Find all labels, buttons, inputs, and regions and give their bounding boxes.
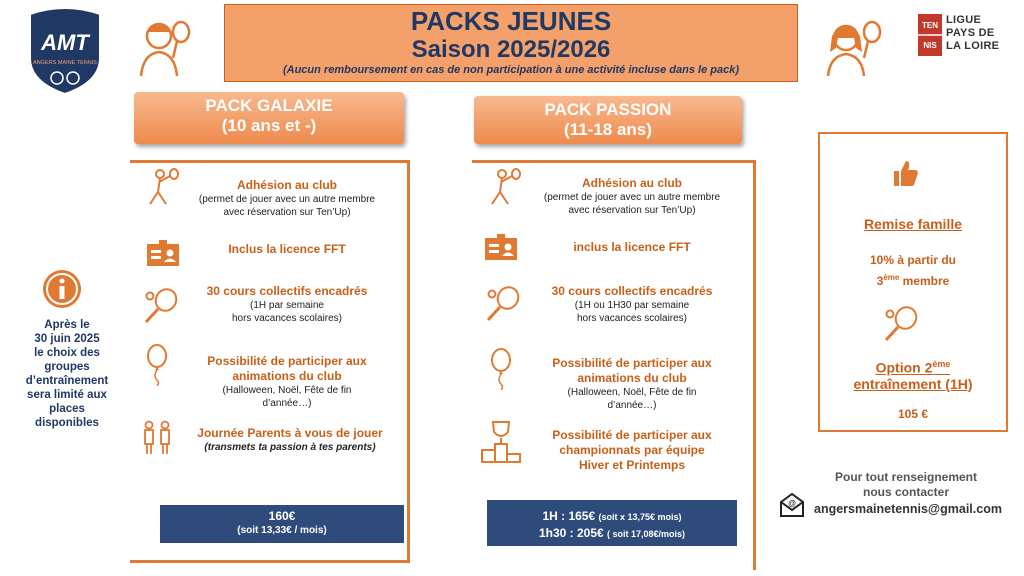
galaxie-item-adhesion: Adhésion au club (permet de jouer avec un autre membre avec réservation sur Ten’Up)	[198, 178, 376, 218]
boy-tennis-player-icon	[135, 12, 195, 78]
passion-item-championnats: Possibilité de participer aux championnats par équipe Hiver et Printemps	[552, 428, 712, 472]
svg-text:AMT: AMT	[41, 30, 89, 55]
parent-child-icon	[140, 420, 176, 461]
info-icon	[43, 270, 81, 308]
pack-galaxie-header: PACK GALAXIE (10 ans et -)	[134, 92, 404, 144]
email-icon	[779, 492, 805, 518]
galaxie-frame-bottom	[130, 560, 410, 563]
svg-text:TEN: TEN	[922, 21, 938, 30]
remise-famille-title: Remise famille	[863, 216, 963, 232]
galaxie-price: 160€	[268, 509, 296, 523]
passion-item-licence: inclus la licence FFT	[573, 240, 691, 254]
passion-frame-top	[472, 160, 756, 163]
ligue-box-icon	[918, 14, 942, 56]
remise-famille-text: 10% à partir du 3ème membre	[869, 253, 957, 288]
galaxie-item-licence: Inclus la licence FFT	[228, 242, 346, 256]
galaxie-price-monthly: (soit 13,33€ / mois)	[237, 525, 327, 536]
options-panel	[818, 132, 1008, 432]
ligue-logo	[918, 14, 1008, 74]
galaxie-price-box	[160, 505, 404, 543]
contact-info: Pour tout renseignement nous contacter	[834, 470, 977, 499]
refund-note: (Aucun remboursement en cas de non participation à une activité incluse dans le pack)	[282, 64, 739, 76]
passion-item-cours: 30 cours collectifs encadrés (1H ou 1H30 par semaine hors vacances scolaires)	[551, 284, 713, 324]
option-price: 105 €	[897, 407, 929, 421]
option-entrainement-title: Option 2ème entraînement (1H)	[853, 359, 973, 392]
passion-item-adhesion: Adhésion au club (permet de jouer avec un autre membre avec réservation sur Ten’Up)	[543, 176, 721, 216]
ligue-text: LIGUE PAYS DE LA LOIRE	[946, 14, 1000, 52]
galaxie-item-journee-parents: Journée Parents à vous de jouer (transmets ta passion à tes parents)	[197, 426, 383, 453]
racket-ball-icon	[882, 304, 922, 349]
thumbs-up-icon	[890, 158, 920, 193]
amt-logo	[22, 4, 108, 96]
svg-text:ANGERS MAINE TENNIS: ANGERS MAINE TENNIS	[33, 60, 97, 66]
svg-text:NIS: NIS	[923, 41, 937, 50]
passion-price-box	[487, 500, 737, 546]
galaxie-item-cours: 30 cours collectifs encadrés (1H par semaine hors vacances scolaires)	[206, 284, 368, 324]
license-card-icon	[484, 234, 518, 267]
title-banner	[224, 4, 798, 82]
registration-deadline-note: Après le 30 juin 2025 le choix des groupes d’entraînement sera limité aux places disponibles	[25, 319, 109, 429]
page-title: PACKS JEUNES	[410, 6, 612, 36]
galaxie-item-animations: Possibilité de participer aux animations du club (Halloween, Noël, Fête de fin d’année…)	[207, 354, 367, 409]
pack-passion-header: PACK PASSION (11-18 ans)	[474, 96, 742, 144]
passion-item-animations: Possibilité de participer aux animations du club (Halloween, Noël, Fête de fin d’année…)	[552, 356, 712, 411]
passion-price-1h: 1H : 165€ (soit x 13,75€ mois)	[542, 509, 682, 523]
contact-email[interactable]: angersmainetennis@gmail.com	[814, 502, 1002, 516]
girl-tennis-player-icon	[820, 12, 884, 78]
passion-frame-right	[753, 160, 756, 570]
balloon-icon	[146, 344, 168, 391]
passion-price-1h30: 1h30 : 205€ ( soit 17,08€/mois)	[538, 526, 686, 540]
galaxie-frame-top	[130, 160, 410, 163]
season-title: Saison 2025/2026	[411, 36, 611, 63]
svg-text:@: @	[788, 499, 796, 508]
galaxie-frame-right	[407, 160, 410, 562]
balloon-icon	[490, 348, 512, 395]
